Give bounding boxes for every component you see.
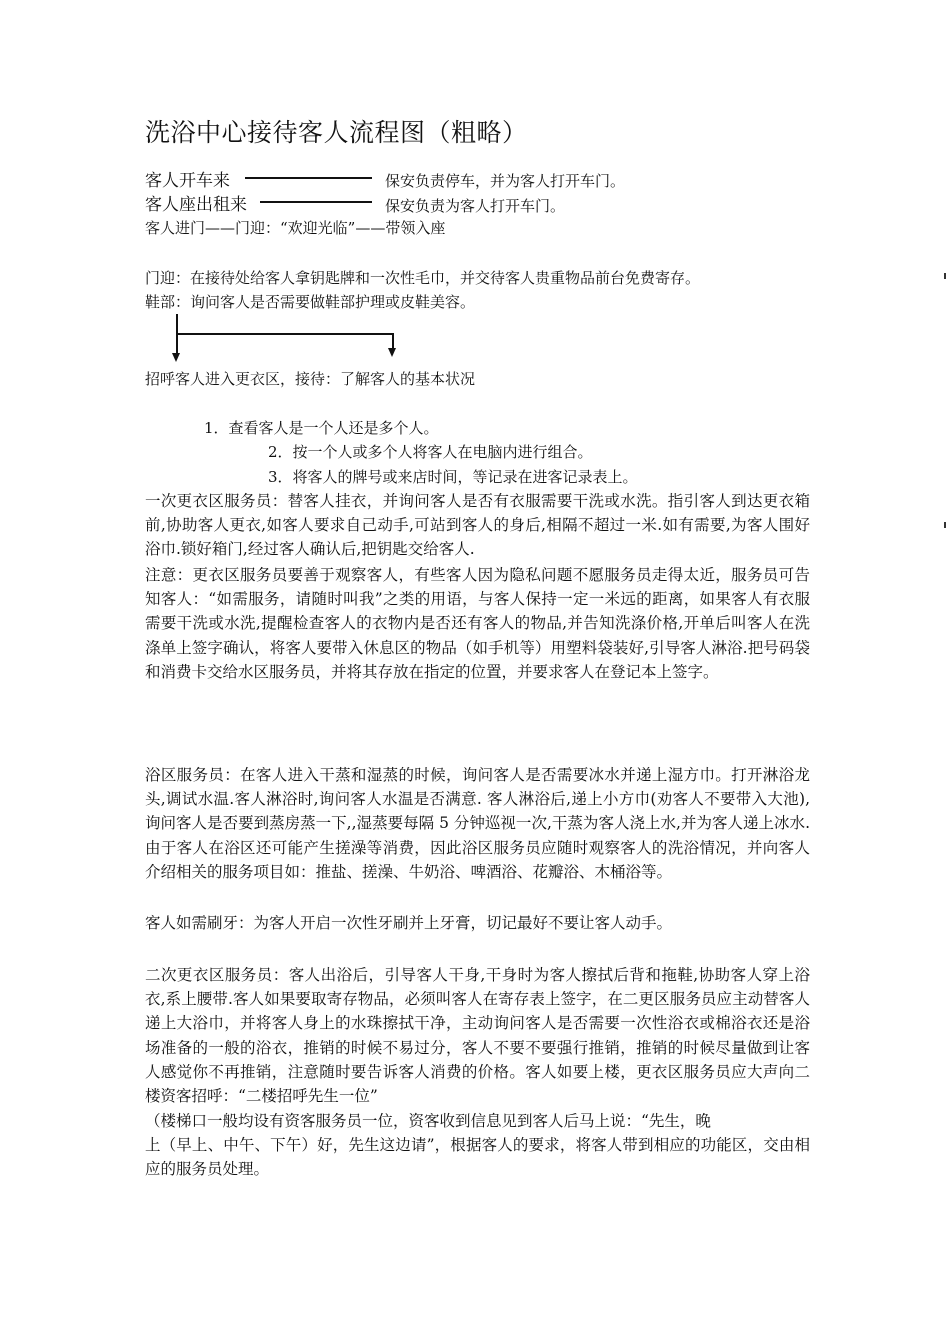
locker-line: 招呼客人进入更衣区，接待：了解客人的基本状况 — [145, 370, 476, 388]
greeter-line: 门迎：在接待处给客人拿钥匙牌和一次性毛巾，并交待客人贵重物品前台免费寄存。 — [145, 269, 701, 287]
bath-area-paragraph: 浴区服务员：在客人进入干蒸和湿蒸的时候，询问客人是否需要冰水并递上湿方巾。打开淋浴龙头,调试水温.客人淋浴时,询问客人水温是否满意. 客人淋浴后,递上小方巾(劝客人不要带入大池),询问客人是否要到蒸房蒸一下,,湿蒸要每隔 5 分钟巡视一次,干蒸为客人浇上水,并为客人递上冰水.由于客人在浴区还可能产生搓澡等消费，因此浴区服务员应随时观察客人的洗浴情况，并向客人介绍相关的服务项目如：推盐、搓澡、牛奶浴、啤酒浴、花瓣浴、木桶浴等。 — [145, 766, 810, 881]
arrival-car-connector — [245, 177, 372, 179]
edge-mark — [944, 522, 946, 528]
flow-right-stem — [392, 333, 394, 349]
flow-left-arrowhead — [172, 353, 180, 362]
arrival-taxi-connector — [260, 201, 372, 203]
entry-line: 客人进门——门迎：“欢迎光临”——带领入座 — [145, 219, 446, 237]
step-3: 3．将客人的牌号或来店时间，等记录在进客记录表上。 — [268, 468, 638, 486]
second-locker-paragraph: 二次更衣区服务员：客人出浴后，引导客人干身,干身时为客人擦拭后背和拖鞋,协助客人穿上浴衣,系上腰带.客人如果要取寄存物品，必须叫客人在寄存表上签字，在二更区服务员应主动替客人递上大浴巾，并将客人身上的水珠擦拭干净，主动询问客人是否需要一次性浴衣或棉浴衣还是浴场准备的一般的浴衣，推销的时候不易过分，客人不要不要强行推销，推销的时候尽量做到让客人感觉你不再推销，注意随时要告诉客人消费的价格。客人如要上楼，更衣区服务员应大声向二楼资客招呼：“二楼招呼先生一位” — [145, 966, 810, 1106]
toothbrush-paragraph: 客人如需刷牙：为客人开启一次性牙刷并上牙膏，切记最好不要让客人动手。 — [145, 914, 673, 932]
arrival-taxi-desc: 保安负责为客人打开车门。 — [385, 197, 566, 215]
arrival-car-desc: 保安负责停车，并为客人打开车门。 — [385, 172, 626, 190]
step-2: 2．按一个人或多个人将客人在电脑内进行组合。 — [268, 443, 593, 461]
flow-horizontal-line — [176, 333, 393, 335]
shoe-line: 鞋部：询问客人是否需要做鞋部护理或皮鞋美容。 — [145, 293, 476, 311]
step-1: 1．查看客人是一个人还是多个人。 — [204, 419, 439, 437]
stairs-paragraph-2: 上（早上、中午、下午）好，先生这边请”，根据客人的要求，将客人带到相应的功能区，交由相应的服务员处理。 — [145, 1136, 810, 1179]
page-title: 洗浴中心接待客人流程图（粗略） — [145, 118, 528, 147]
edge-mark — [944, 273, 946, 279]
flow-right-arrowhead — [388, 348, 396, 357]
arrival-car-label: 客人开车来 — [145, 171, 230, 191]
arrival-taxi-label: 客人座出租来 — [145, 195, 247, 215]
first-locker-paragraph: 一次更衣区服务员：替客人挂衣，并询问客人是否有衣服需要干洗或水洗。指引客人到达更衣箱前,协助客人更衣,如客人要求自己动手,可站到客人的身后,相隔不超过一米.如有需要,为客人围好浴巾.锁好箱门,经过客人确认后,把钥匙交给客人. — [145, 492, 810, 559]
note-paragraph: 注意：更衣区服务员要善于观察客人，有些客人因为隐私问题不愿服务员走得太近，服务员可告知客人：“如需服务，请随时叫我”之类的用语，与客人保持一定一米远的距离，如果客人有衣服需要干洗或水洗,提醒检查客人的衣物内是否还有客人的物品,并告知洗涤价格,开单后叫客人在洗涤单上签字确认，将客人要带入休息区的物品（如手机等）用塑料袋装好,引导客人淋浴.把号码袋和消费卡交给水区服务员，并将其存放在指定的位置，并要求客人在登记本上签字。 — [145, 566, 810, 681]
stairs-paragraph-1: （楼梯口一般均设有资客服务员一位，资客收到信息见到客人后马上说：“先生，晚 — [145, 1112, 711, 1130]
